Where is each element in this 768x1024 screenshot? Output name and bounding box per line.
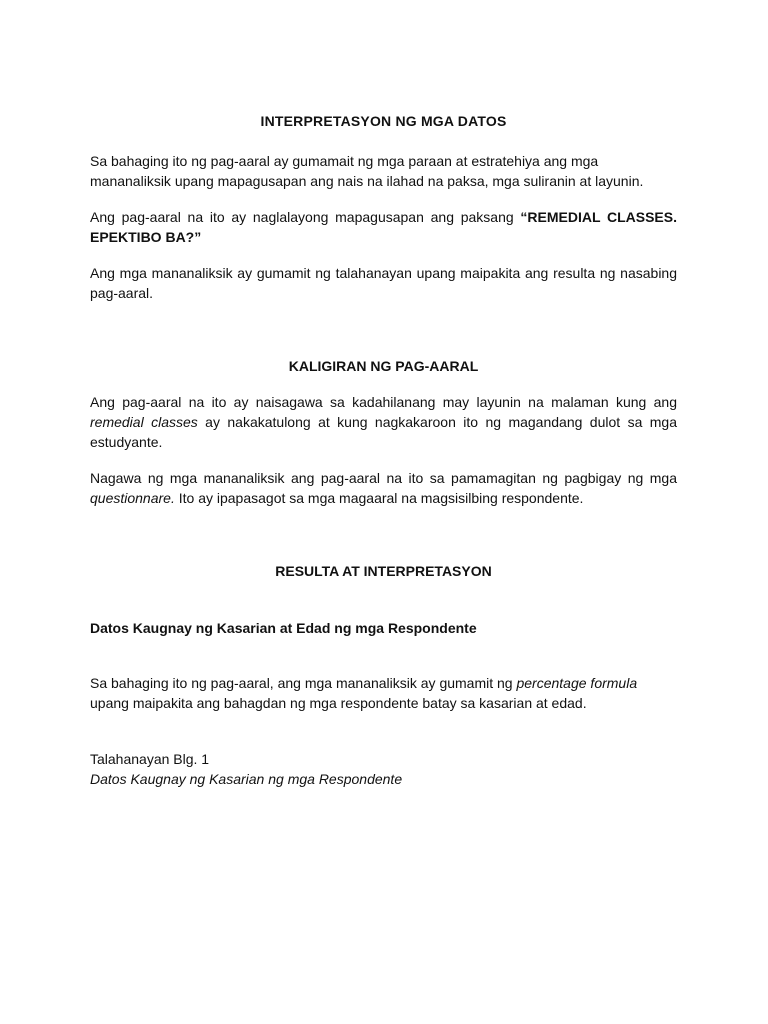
paragraph-topic — [90, 207, 677, 247]
questionnare-term: questionnare. — [90, 490, 175, 506]
paragraph-percentage — [90, 673, 677, 713]
paragraph-method: Ang mga mananaliksik ay gumamit ng talahanayan upang maipakita ang resulta ng nasabing pag-aaral. — [90, 265, 677, 301]
paragraph-questionnaire-text: Nagawa ng mga mananaliksik ang pag-aaral na ito sa pamamagitan ng pagbigay ng mga — [90, 470, 677, 486]
remedial-classes-term: remedial classes — [90, 414, 198, 430]
paragraph-purpose-text: Ang pag-aaral na ito ay naisagawa sa kadahilanang may layunin na malaman kung ang — [90, 394, 677, 410]
percentage-formula-term: percentage formula — [516, 675, 638, 691]
paragraph-intro: Sa bahaging ito ng pag-aaral ay gumamait ng mga paraan at estratehiya ang mga mananaliksik upang mapagusapan ang nais na ilahad na paksa, mga suliranin at layunin. — [90, 153, 644, 189]
paragraph-topic-text: Ang pag-aaral na ito ay naglalayong mapagusapan ang paksang — [90, 209, 521, 225]
paragraph-questionnaire-text-end: Ito ay ipapasagot sa mga magaaral na magsisilbing respondente. — [174, 490, 584, 506]
section-title-resulta: RESULTA AT INTERPRETASYON — [275, 563, 492, 579]
paragraph-purpose-text-end: ay nakakatulong at kung nagkakaroon ito ng magandang dulot sa mga estudyante. — [90, 414, 677, 450]
subsection-title: Datos Kaugnay ng Kasarian at Edad ng mga Respondente — [90, 620, 477, 636]
paragraph-percentage-text: Sa bahaging ito ng pag-aaral, ang mga mananaliksik ay gumamit ng — [90, 675, 517, 691]
table-caption: Datos Kaugnay ng Kasarian ng mga Respondente — [90, 771, 403, 787]
paragraph-purpose — [90, 392, 677, 452]
section-title-kaligiran: KALIGIRAN NG PAG-AARAL — [288, 358, 479, 374]
table-label: Talahanayan Blg. 1 — [90, 751, 210, 767]
topic-title: “REMEDIAL CLASSES. EPEKTIBO BA?” — [90, 209, 677, 245]
paragraph-percentage-text-end: upang maipakita ang bahagdan ng mga respondente batay sa kasarian at edad. — [90, 695, 587, 711]
section-title-interpretasyon: INTERPRETASYON NG MGA DATOS — [260, 113, 507, 129]
paragraph-questionnaire — [90, 468, 677, 508]
